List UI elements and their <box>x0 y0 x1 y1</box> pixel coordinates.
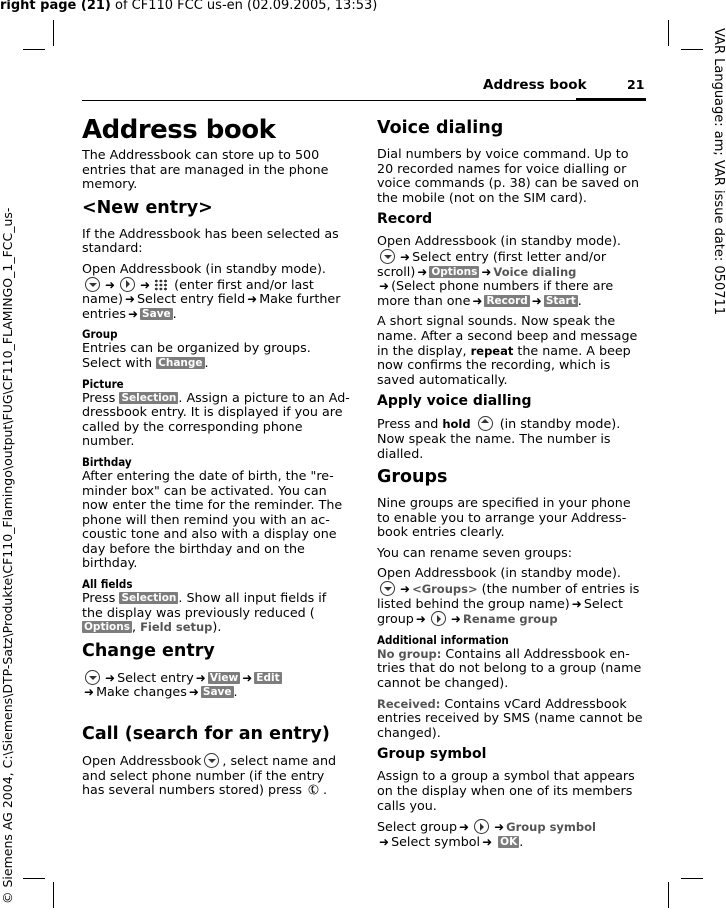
arrow-icon: ➜ <box>379 279 390 294</box>
arrow-icon: ➜ <box>379 834 390 849</box>
nav-down-icon <box>85 670 100 685</box>
nav-right-icon <box>474 819 489 834</box>
arrow-icon: ➜ <box>188 685 199 700</box>
nav-down-icon <box>380 249 395 264</box>
call-heading: Call (search for an entry) <box>82 724 330 745</box>
nav-down-icon <box>204 753 219 768</box>
crop-mark <box>53 20 54 46</box>
arrow-icon: ➜ <box>400 582 411 597</box>
ok-key: OK <box>500 835 518 848</box>
additional-info-heading: Additional information <box>377 632 509 647</box>
view-key: View <box>209 671 239 684</box>
arrow-icon: ➜ <box>531 293 542 308</box>
selection-key: Selection <box>121 592 177 605</box>
nav-down-icon <box>380 581 395 596</box>
arrow-icon: ➜ <box>482 834 493 849</box>
arrow-icon: ➜ <box>571 596 582 611</box>
header-rule-thick <box>576 98 646 101</box>
arrow-icon: ➜ <box>450 612 461 627</box>
group-heading: Group <box>82 327 118 342</box>
save-key: Save <box>202 686 232 699</box>
birthday-heading: Birthday <box>82 454 132 469</box>
group-symbol-heading: Group symbol <box>377 746 487 763</box>
all-fields-heading: All fields <box>82 577 133 592</box>
arrow-icon: ➜ <box>459 820 470 835</box>
nav-right-icon <box>120 277 135 292</box>
start-key: Start <box>545 294 576 307</box>
arrow-icon: ➜ <box>494 820 505 835</box>
arrow-icon: ➜ <box>247 292 258 307</box>
left-column: Address book The Addressbook can store up to 500 entries that are managed in the phone memory. <New entry> If the Addressbook has been selected as standard: Open Addressbook (in standby mode). ➜ ➜ (enter first and/or last name) ➜ Select entry field ➜ Make further entries ➜ Save . Group Entries can be organized by groups. Select with Change . Picture Press Selection . Assign a picture to an Ad-dressbook entry. It is displayed if you are called by the corresponding phone number. Birthday After entering the date of birth, the "re-minder box" can be activated. You can now enter the time for the reminder. The phone will then remind you with an ac-coustic tone and also with a display one day before the birthday and on the birthday. All fields Press Selection . Show all input fields if the display was previously reduced (Options , Field setup). Change entry ➜ Select entry ➜ View ➜ Edit ➜ Make changes ➜ Save . Call (search for an entry) Open Addressbook , select name and and select phone number (if the entry has several numbers stored) press ✆. <box>82 115 350 801</box>
arrow-icon: ➜ <box>415 612 426 627</box>
voice-dialing-heading: Voice dialing <box>377 118 504 138</box>
arrow-icon: ➜ <box>242 670 253 685</box>
side-note-right: VAR Language: am; VAR issue date: 050711 <box>711 28 726 316</box>
new-entry-heading: <New entry> <box>82 197 213 218</box>
picture-heading: Picture <box>82 376 124 391</box>
side-note-left: © Siemens AG 2004, C:\Siemens\DTP-Satz\Produkte\CF110_Flamingo\output\FUG\CF110_FLAMINGO_1_FCC_us- <box>0 207 15 904</box>
save-key: Save <box>142 307 171 320</box>
arrow-icon: ➜ <box>127 306 139 321</box>
header-rule <box>82 100 646 101</box>
record-heading: Record <box>377 211 433 228</box>
call-key-icon: ✆ <box>305 781 323 801</box>
crop-mark <box>23 49 45 50</box>
arrow-icon: ➜ <box>472 293 483 308</box>
page-number: 21 <box>627 77 645 92</box>
groups-heading: Groups <box>377 467 448 488</box>
nav-up-icon <box>478 416 493 431</box>
right-column: Voice dialing Dial numbers by voice command. Up to 20 recorded names for voice dialling or voice commands (p. 38) can be saved on the mobile (not on the SIM card). Record Open Addressbook (in standby mode). ➜ Select entry (first letter and/or scroll) ➜ Options ➜ Voice dialing ➜ (Select phone numbers if there are more than one ➜ Record ➜ Start . A short signal sounds. Now speak the name. After a second beep and message in the display, repeat the name. A beep now confirms the recording, which is saved automatically. Apply voice dialling Press and hold (in standby mode). Now speak the name. The number is dialled. Groups Nine groups are specified in your phone to enable you to arrange your Address-book entries clearly. You can rename seven groups: Open Addressbook (in standby mode). ➜ <Groups> (the number of entries is listed behind the group name) ➜ Select group ➜ ➜ Rename group Additional information No group: Contains all Addressbook en-tries that do not belong to a group (name cannot be changed). Received: Contains vCard Addressbook entries received by SMS (name cannot be changed). Group symbol Assign to a group a symbol that appears on the display when one of its members calls you. Select group ➜ ➜ Group symbol ➜ Select symbol ➜ OK . <box>377 118 647 855</box>
arrow-icon: ➜ <box>417 264 428 279</box>
crop-mark <box>681 878 703 879</box>
arrow-icon: ➜ <box>195 670 206 685</box>
arrow-icon: ➜ <box>400 249 411 264</box>
arrow-icon: ➜ <box>105 670 116 685</box>
crop-mark <box>668 20 669 46</box>
edit-key: Edit <box>256 671 280 684</box>
nav-down-icon <box>85 277 100 292</box>
crop-mark <box>668 882 669 908</box>
nav-right-icon <box>431 611 446 626</box>
arrow-icon: ➜ <box>481 264 492 279</box>
record-key: Record <box>486 294 528 307</box>
arrow-icon: ➜ <box>124 292 135 307</box>
change-entry-heading: Change entry <box>82 640 215 661</box>
running-head-title: Address book <box>483 77 587 93</box>
selection-key: Selection <box>121 391 177 404</box>
arrow-icon: ➜ <box>84 685 95 700</box>
crop-mark <box>53 882 54 908</box>
arrow-icon: ➜ <box>105 277 116 292</box>
change-key: Change <box>158 356 203 369</box>
apply-voice-heading: Apply voice dialling <box>377 393 532 410</box>
print-header: right page (21) of CF110 FCC us-en (02.09.2005, 13:53) <box>0 0 378 13</box>
options-key: Options <box>431 265 478 278</box>
crop-mark <box>681 49 703 50</box>
page-title: Address book <box>82 115 276 145</box>
keypad-icon <box>154 279 168 291</box>
crop-mark <box>23 878 45 879</box>
options-key: Options <box>84 621 130 634</box>
arrow-icon: ➜ <box>140 277 151 292</box>
